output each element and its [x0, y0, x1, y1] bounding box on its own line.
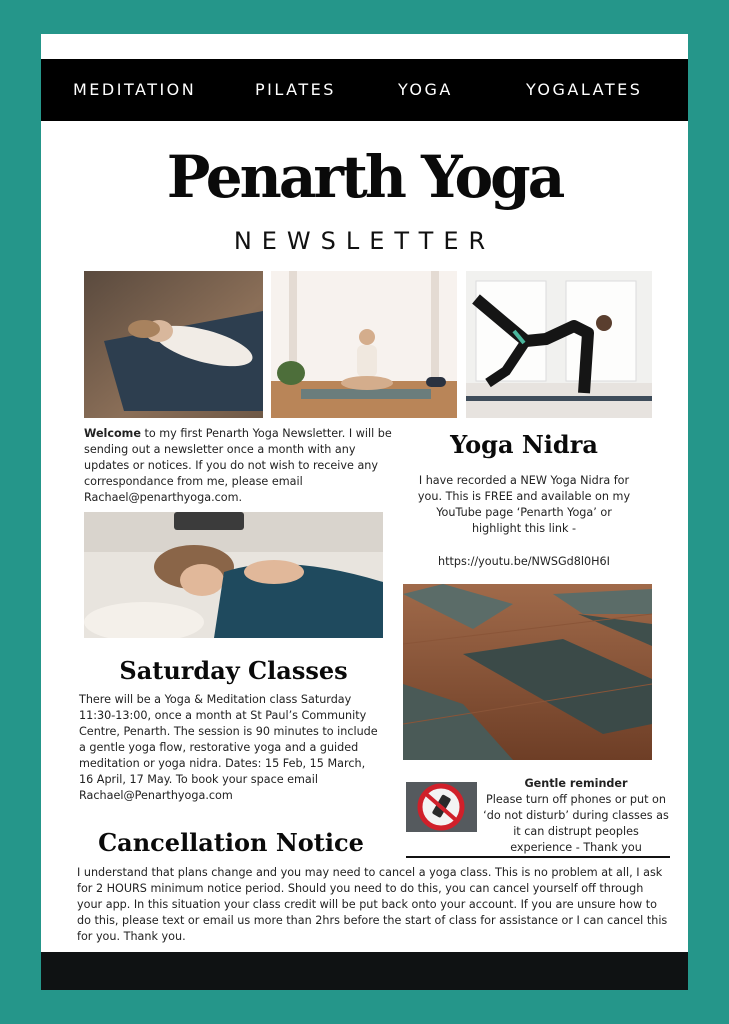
footer-bar — [41, 952, 688, 990]
yoga-nidra-link[interactable]: https://youtu.be/NWSGd8l0H6I — [438, 555, 610, 568]
photo-pilates-band — [466, 271, 652, 418]
nav-item-yogalates[interactable]: YOGALATES — [526, 80, 643, 99]
yoga-nidra-heading: Yoga Nidra — [450, 430, 598, 459]
nav-item-yoga[interactable]: YOGA — [398, 80, 453, 99]
cancellation-heading: Cancellation Notice — [98, 828, 364, 857]
nav-bar — [41, 59, 688, 121]
welcome-paragraph — [84, 426, 404, 506]
reminder-text: Please turn off phones or put on ‘do not disturb’ during classes as it can distrupt peoples experience - Thank you — [483, 793, 669, 854]
cancellation-text: I understand that plans change and you may need to cancel a yoga class. This is no problem at all, I ask for 2 HOURS minimum notice period. Should you need to do this, you can cancel yourself off through your app. In this situation your class credit will be put back onto your account. If you are unsure how to do this, please text or email us more than 2hrs before the start of class for assistance or I can cancel this for you. Thank you. — [77, 866, 668, 943]
saturday-text: There will be a Yoga & Meditation class Saturday 11:30-13:00, once a month at St Paul’s Community Centre, Penarth. The session is 90 minutes to include a gentle yoga flow, restorative yoga and a guided meditation or yoga nidra. Dates: 15 Feb, 15 March, 16 April, 17 May. To book your space email Rachael@Penarthyoga.com — [79, 693, 378, 802]
nav-item-meditation[interactable]: MEDITATION — [73, 80, 197, 99]
photo-savasana — [84, 271, 263, 418]
reminder-heading: Gentle reminder — [524, 777, 628, 790]
newsletter-page — [41, 34, 688, 990]
page-subtitle: NEWSLETTER — [233, 227, 496, 255]
welcome-bold: Welcome — [84, 427, 141, 440]
nav-item-pilates[interactable]: PILATES — [255, 80, 336, 99]
reminder-divider — [406, 856, 670, 858]
photo-seated-meditation — [271, 271, 457, 418]
saturday-heading: Saturday Classes — [119, 656, 348, 685]
welcome-text: to my first Penarth Yoga Newsletter. I will be sending out a newsletter once a month with any updates or notices. If you do not wish to receive any correspondance from me, please email Rachael@penarthyoga.com. — [84, 427, 392, 504]
photo-relaxation — [84, 512, 383, 638]
yoga-nidra-text: I have recorded a NEW Yoga Nidra for you. This is FREE and available on my YouTube page ‘Penarth Yoga’ or highlight this link - — [417, 474, 631, 535]
page-title: Penarth Yoga — [166, 143, 563, 211]
photo-yoga-mats — [403, 584, 652, 760]
no-phone-icon — [406, 782, 477, 832]
no-phone-sign — [406, 782, 477, 832]
top-margin — [41, 34, 688, 59]
